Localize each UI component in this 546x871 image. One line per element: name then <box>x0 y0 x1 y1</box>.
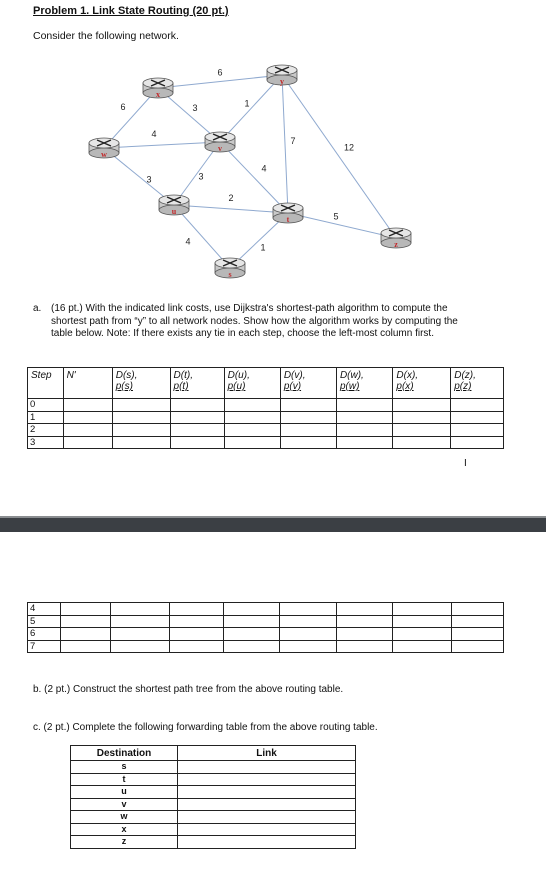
answer-cell[interactable] <box>169 615 223 628</box>
forwarding-row <box>71 761 356 774</box>
answer-cell[interactable] <box>60 628 110 641</box>
answer-cell[interactable] <box>60 603 110 616</box>
answer-cell[interactable] <box>63 436 112 449</box>
link-cost-label: 4 <box>151 129 157 139</box>
answer-cell[interactable] <box>60 615 110 628</box>
answer-cell[interactable] <box>336 640 392 653</box>
network-link-t-z <box>288 213 396 238</box>
answer-cell[interactable] <box>336 399 392 412</box>
header-cost-label: D(v), <box>283 370 306 381</box>
header-cost-label: D(t), <box>173 370 193 381</box>
link-cost-label: 3 <box>146 174 152 185</box>
answer-cell[interactable] <box>63 411 112 424</box>
forwarding-row <box>71 798 356 811</box>
answer-cell[interactable] <box>111 640 169 653</box>
forwarding-row <box>71 836 356 849</box>
answer-cell[interactable] <box>336 603 392 616</box>
answer-cell[interactable] <box>451 603 504 616</box>
header-cost-label: D(x), <box>396 370 419 381</box>
link-answer-cell[interactable] <box>178 836 356 849</box>
page-break <box>0 518 546 532</box>
answer-cell[interactable] <box>112 411 170 424</box>
answer-cell[interactable] <box>393 436 451 449</box>
link-cost-label: 4 <box>261 163 267 174</box>
answer-cell[interactable] <box>63 424 112 437</box>
answer-cell[interactable] <box>393 628 451 641</box>
answer-cell[interactable] <box>170 424 224 437</box>
answer-cell[interactable] <box>63 399 112 412</box>
answer-cell[interactable] <box>393 640 451 653</box>
answer-cell[interactable] <box>223 628 279 641</box>
problem-intro: Consider the following network. <box>33 30 179 42</box>
answer-cell[interactable] <box>451 640 504 653</box>
dijkstra-row <box>28 628 504 641</box>
dijkstra-row <box>28 640 504 653</box>
question-a-number: a. <box>33 303 42 314</box>
link-cost-label: 6 <box>120 102 126 112</box>
answer-cell[interactable] <box>112 424 170 437</box>
router-label: t <box>286 215 290 224</box>
step-number: 5 <box>28 615 61 628</box>
link-answer-cell[interactable] <box>178 823 356 836</box>
forwarding-row <box>71 786 356 799</box>
answer-cell[interactable] <box>280 615 336 628</box>
answer-cell[interactable] <box>280 424 336 437</box>
dijkstra-header-cell <box>393 368 451 399</box>
router-label: z <box>394 240 398 249</box>
link-cost-label: 2 <box>228 193 234 203</box>
link-cost-label: 4 <box>185 236 191 247</box>
router-label: v <box>218 144 222 153</box>
header-cost-label: D(w), <box>339 370 364 381</box>
answer-cell[interactable] <box>451 411 504 424</box>
answer-cell[interactable] <box>451 615 504 628</box>
answer-cell[interactable] <box>451 436 504 449</box>
question-b: b. (2 pt.) Construct the shortest path tree from the above routing table. <box>33 684 344 695</box>
router-label: y <box>280 77 284 86</box>
step-number: 3 <box>28 436 64 449</box>
answer-cell[interactable] <box>451 424 504 437</box>
link-cost-label: 5 <box>333 211 339 222</box>
answer-cell[interactable] <box>451 628 504 641</box>
header-cost-label: N' <box>66 370 76 381</box>
dijkstra-table-part1 <box>27 367 504 449</box>
link-answer-cell[interactable] <box>178 811 356 824</box>
forwarding-row <box>71 811 356 824</box>
answer-cell[interactable] <box>393 399 451 412</box>
link-answer-cell[interactable] <box>178 798 356 811</box>
step-number: 1 <box>28 411 64 424</box>
network-graph <box>70 58 430 293</box>
destination-cell: z <box>71 836 178 849</box>
answer-cell[interactable] <box>393 424 451 437</box>
header-predecessor-label: p(u) <box>227 381 246 392</box>
forwarding-header-destination: Destination <box>71 746 178 761</box>
question-a-text: (16 pt.) With the indicated link costs, use Dijkstra's shortest-path algorithm to compute the shortest path from “y” to all network nodes. Show how the algorithm works by computing the table below. Note: If there exists any tie in each step, choose the left-most column first. <box>51 303 458 339</box>
dijkstra-table-part2 <box>27 602 504 653</box>
link-cost-label: 1 <box>260 242 266 253</box>
answer-cell[interactable] <box>223 640 279 653</box>
answer-cell[interactable] <box>111 628 169 641</box>
header-cost-label: D(s), <box>115 370 138 381</box>
answer-cell[interactable] <box>112 399 170 412</box>
step-number: 4 <box>28 603 61 616</box>
text-cursor-icon: I <box>464 458 467 469</box>
answer-cell[interactable] <box>223 615 279 628</box>
dijkstra-header-cell <box>280 368 336 399</box>
answer-cell[interactable] <box>169 603 223 616</box>
header-predecessor-label: p(t) <box>173 381 189 392</box>
answer-cell[interactable] <box>393 603 451 616</box>
dijkstra-header-cell <box>451 368 504 399</box>
answer-cell[interactable] <box>280 399 336 412</box>
header-predecessor-label: p(s) <box>115 381 133 392</box>
dijkstra-header-cell <box>28 368 64 399</box>
answer-cell[interactable] <box>170 399 224 412</box>
dijkstra-header-cell <box>170 368 224 399</box>
link-cost-label: 3 <box>192 103 198 113</box>
header-cost-label: D(z), <box>454 370 476 381</box>
answer-cell[interactable] <box>280 436 336 449</box>
answer-cell[interactable] <box>111 615 169 628</box>
network-link-y-t <box>282 75 288 213</box>
answer-cell[interactable] <box>224 411 280 424</box>
link-cost-label: 12 <box>343 142 355 153</box>
header-cost-label: D(u), <box>227 370 250 381</box>
answer-cell[interactable] <box>451 399 504 412</box>
header-predecessor-label: p(w) <box>339 381 360 392</box>
forwarding-header-link: Link <box>178 746 356 761</box>
answer-cell[interactable] <box>170 436 224 449</box>
forwarding-table <box>70 745 356 849</box>
network-diagram <box>70 58 430 293</box>
dijkstra-row <box>28 436 504 449</box>
dijkstra-header-cell <box>224 368 280 399</box>
dijkstra-header-cell <box>63 368 112 399</box>
dijkstra-header-cell <box>336 368 392 399</box>
step-number: 7 <box>28 640 61 653</box>
destination-cell: u <box>71 786 178 799</box>
destination-cell: w <box>71 811 178 824</box>
answer-cell[interactable] <box>60 640 110 653</box>
answer-cell[interactable] <box>280 628 336 641</box>
question-c: c. (2 pt.) Complete the following forwarding table from the above routing table. <box>33 722 378 733</box>
answer-cell[interactable] <box>336 424 392 437</box>
answer-cell[interactable] <box>280 640 336 653</box>
forwarding-row <box>71 773 356 786</box>
link-cost-label: 7 <box>290 136 296 146</box>
link-cost-label: 3 <box>198 171 204 182</box>
header-predecessor-label: p(x) <box>396 381 414 392</box>
dijkstra-row <box>28 615 504 628</box>
dijkstra-header-cell <box>112 368 170 399</box>
answer-cell[interactable] <box>224 399 280 412</box>
link-answer-cell[interactable] <box>178 786 356 799</box>
network-link-w-v <box>104 142 220 148</box>
header-predecessor-label: p(v) <box>283 381 302 392</box>
dijkstra-row <box>28 603 504 616</box>
step-number: 0 <box>28 399 64 412</box>
answer-cell[interactable] <box>336 411 392 424</box>
network-link-y-v <box>220 75 282 142</box>
answer-cell[interactable] <box>393 615 451 628</box>
answer-cell[interactable] <box>280 411 336 424</box>
answer-cell[interactable] <box>336 436 392 449</box>
link-answer-cell[interactable] <box>178 761 356 774</box>
router-label: s <box>228 270 232 279</box>
destination-cell: s <box>71 761 178 774</box>
router-label: x <box>156 90 160 99</box>
dijkstra-row <box>28 411 504 424</box>
answer-cell[interactable] <box>170 411 224 424</box>
answer-cell[interactable] <box>223 603 279 616</box>
link-cost-label: 1 <box>244 98 250 109</box>
answer-cell[interactable] <box>224 436 280 449</box>
router-label: u <box>171 207 177 216</box>
header-cost-label: Step <box>31 370 52 381</box>
problem-title: Problem 1. Link State Routing (20 pt.) <box>33 5 229 17</box>
step-number: 2 <box>28 424 64 437</box>
forwarding-row <box>71 823 356 836</box>
answer-cell[interactable] <box>111 603 169 616</box>
link-cost-label: 6 <box>217 67 223 78</box>
destination-cell: x <box>71 823 178 836</box>
network-link-u-t <box>174 205 288 213</box>
step-number: 6 <box>28 628 61 641</box>
dijkstra-row <box>28 424 504 437</box>
answer-cell[interactable] <box>393 411 451 424</box>
answer-cell[interactable] <box>336 628 392 641</box>
dijkstra-row <box>28 399 504 412</box>
answer-cell[interactable] <box>169 628 223 641</box>
link-answer-cell[interactable] <box>178 773 356 786</box>
answer-cell[interactable] <box>112 436 170 449</box>
destination-cell: v <box>71 798 178 811</box>
answer-cell[interactable] <box>280 603 336 616</box>
router-label: w <box>101 150 107 159</box>
answer-cell[interactable] <box>224 424 280 437</box>
dijkstra-header-row <box>28 368 504 399</box>
destination-cell: t <box>71 773 178 786</box>
answer-cell[interactable] <box>169 640 223 653</box>
answer-cell[interactable] <box>336 615 392 628</box>
header-predecessor-label: p(z) <box>454 381 472 392</box>
